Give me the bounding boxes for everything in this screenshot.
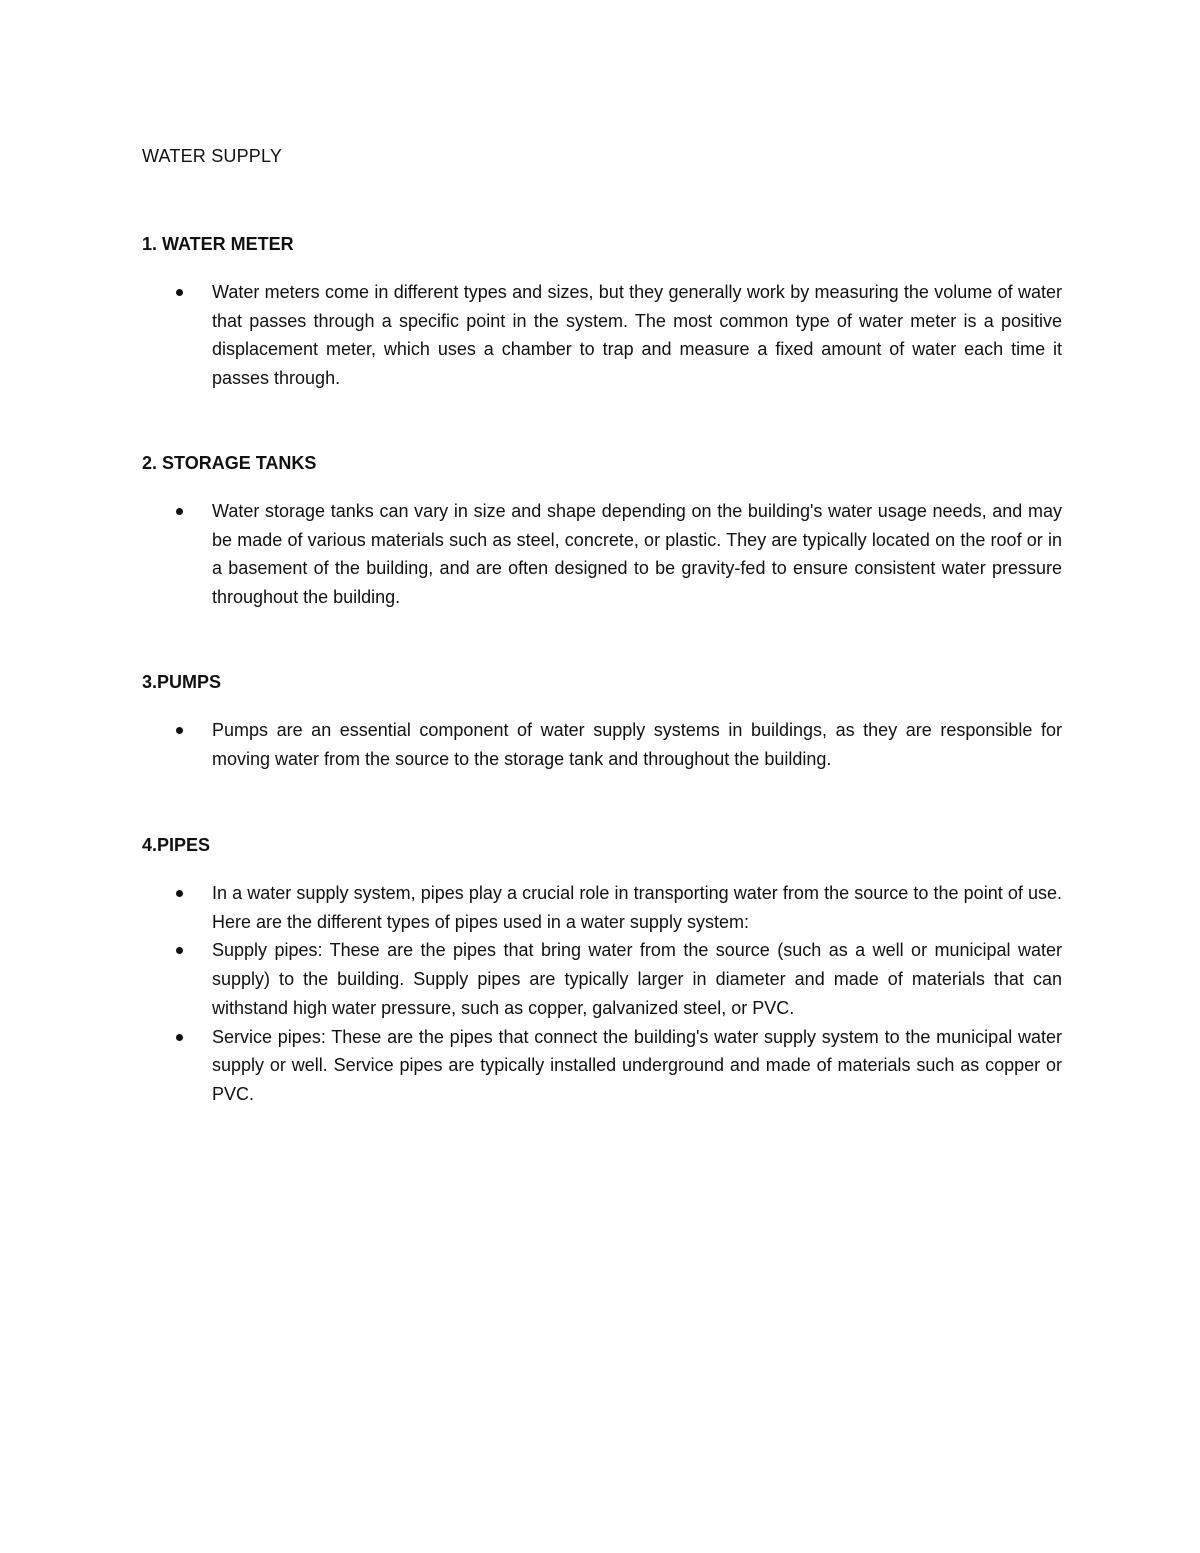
section-heading: 4.PIPES xyxy=(142,835,211,855)
bullet-list xyxy=(142,716,1062,773)
section-water-meter xyxy=(142,232,1062,393)
section-pumps xyxy=(142,670,1062,773)
section-heading: 1. WATER METER xyxy=(142,234,294,254)
bullet-text: Pumps are an essential component of water supply systems in buildings, as they are responsible for moving water from the source to the storage tank and throughout the building. xyxy=(212,720,1062,769)
bullet-icon xyxy=(176,890,183,897)
bullet-icon xyxy=(176,508,183,515)
bullet-text: In a water supply system, pipes play a crucial role in transporting water from the source to the point of use. Here are the different types of pipes used in a water supply system: xyxy=(212,883,1062,932)
section-storage-tanks xyxy=(142,451,1062,612)
bullet-item xyxy=(142,497,1062,612)
bullet-list xyxy=(142,879,1062,1109)
bullet-text: Water storage tanks can vary in size and shape depending on the building's water usage needs, and may be made of various materials such as steel, concrete, or plastic. They are typically located on the roof or in a basement of the building, and are often designed to be gravity-fed to ensure consistent water pressure throughout the building. xyxy=(212,501,1062,608)
bullet-text: Supply pipes: These are the pipes that bring water from the source (such as a well or municipal water supply) to the building. Supply pipes are typically larger in diameter and made of materials that can withstand high water pressure, such as copper, galvanized steel, or PVC. xyxy=(212,940,1062,1018)
bullet-text: Water meters come in different types and sizes, but they generally work by measuring the volume of water that passes through a specific point in the system. The most common type of water meter is a positive displacement meter, which uses a chamber to trap and measure a fixed amount of water each time it passes through. xyxy=(212,282,1062,389)
section-heading: 2. STORAGE TANKS xyxy=(142,453,317,473)
section-pipes xyxy=(142,833,1062,1109)
bullet-item xyxy=(142,1023,1062,1109)
bullet-list xyxy=(142,278,1062,393)
bullet-item xyxy=(142,879,1062,936)
bullet-icon xyxy=(176,289,183,296)
bullet-text: Service pipes: These are the pipes that connect the building's water supply system to the municipal water supply or well. Service pipes are typically installed underground and made of materials such as copper or PVC. xyxy=(212,1026,1062,1104)
bullet-list xyxy=(142,497,1062,612)
bullet-item xyxy=(142,936,1062,1022)
section-heading: 3.PUMPS xyxy=(142,672,222,692)
bullet-icon xyxy=(176,727,183,734)
bullet-item xyxy=(142,716,1062,773)
document-title: WATER SUPPLY xyxy=(142,146,283,166)
bullet-item xyxy=(142,278,1062,393)
bullet-icon xyxy=(176,947,183,954)
bullet-icon xyxy=(176,1034,183,1041)
